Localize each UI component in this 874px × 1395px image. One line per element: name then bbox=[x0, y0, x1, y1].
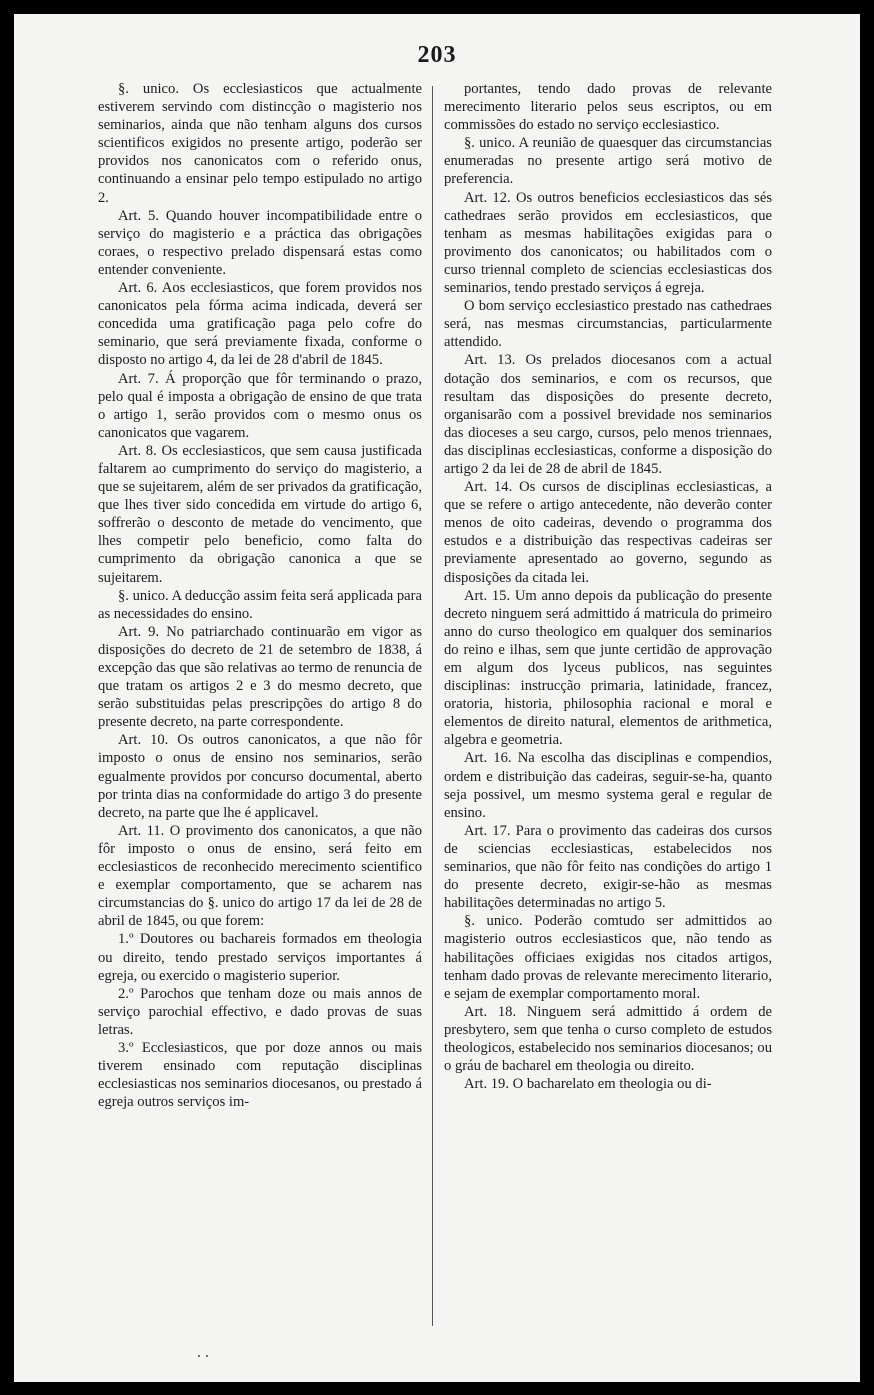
paragraph: Art. 9. No patriarchado continuarão em vigor as disposições do decreto de 21 de setembro de 1838, á excepção das que são relativas ao termo de renuncia de que tratam os artigos 2 e 3 do mesmo decreto, que serão substituidas pelas prescripções do artigo 8 do presente decreto, na parte correspondente. bbox=[98, 623, 422, 731]
paragraph: Art. 10. Os outros canonicatos, a que não fôr imposto o onus de ensino nos seminarios, serão egualmente providos por concurso documental, aberto por trinta dias na conformidade do artigo 3 do presente decreto, na parte que lhe é applicavel. bbox=[98, 732, 422, 821]
paragraph: Art. 14. Os cursos de disciplinas ecclesiasticas, a que se refere o artigo antecedente, não deverão conter menos de oito cadeiras, devendo o programma dos estudos e a distribuição das respectivas cadeiras ser previamente apresentado ao governo, segundo as disposições da citada lei. bbox=[444, 479, 772, 586]
paragraph: §. unico. A reunião de quaesquer das circumstancias enumeradas no presente artigo será motivo de preferencia. bbox=[444, 135, 772, 188]
footer-mark: . . bbox=[197, 1344, 209, 1361]
paragraph: 2.º Parochos que tenham doze ou mais annos de serviço parochial effectivo, e dado provas de suas letras. bbox=[98, 985, 422, 1038]
paragraph: O bom serviço ecclesiastico prestado nas cathedraes será, nas mesmas circumstancias, particularmente attendido. bbox=[444, 298, 772, 351]
paragraph: Art. 11. O provimento dos canonicatos, a que não fôr imposto o onus de ensino, será feito em ecclesiasticos de reconhecido merecimento scientifico e exemplar comportamento, que se acharem nas circumstancias do §. unico do artigo 17 da lei de 28 de abril de 1845, ou que forem: bbox=[98, 822, 422, 930]
column-divider bbox=[432, 86, 433, 1326]
paragraph: Art. 12. Os outros beneficios ecclesiasticos das sés cathedraes serão providos em ecclesiasticos, que tenham as mesmas habilitações exigidas para o provimento dos canonicatos; ou habilitados com o curso triennal completo de sciencias ecclesiasticas dos seminarios, tendo prestado serviços á egreja. bbox=[444, 189, 772, 297]
paragraph: Art. 19. O bacharelato em theologia ou di- bbox=[464, 1076, 712, 1093]
paragraph: 1.º Doutores ou bachareis formados em theologia ou direito, tendo prestado serviços importantes á egreja, ou exercido o magisterio superior. bbox=[98, 931, 422, 984]
document-page bbox=[14, 14, 860, 1382]
page-number: 203 bbox=[417, 42, 457, 68]
paragraph: Art. 16. Na escolha das disciplinas e compendios, ordem e distribuição das cadeiras, seguir-se-ha, quanto seja possivel, um mesmo systema geral e regular de ensino. bbox=[444, 750, 772, 821]
paragraph: Art. 8. Os ecclesiasticos, que sem causa justificada faltarem ao cumprimento do serviço do magisterio, a que se sujeitarem, além de ser privados da gratificação, que lhes tiver sido concedida em virtude do artigo 6, soffrerão o desconto de metade do vencimento, que lhes competir pelo beneficio, como falta do cumprimento da obrigação canonica a que se sujeitarem. bbox=[98, 442, 422, 586]
paragraph: §. unico. Os ecclesiasticos que actualmente estiverem servindo com distincção o magisterio nos seminarios, ainda que não tenham alguns dos cursos scientificos exigidos no presente artigo, poderão ser providos nos canonicatos com o referido onus, continuando a ensinar pelo tempo estipulado no artigo 2. bbox=[98, 81, 422, 206]
left-column bbox=[98, 80, 422, 1111]
paragraph: §. unico. Poderão comtudo ser admittidos ao magisterio outros ecclesiasticos que, não tendo as habilitações officiaes exigidas nos citados artigos, tenham dado provas de relevante merecimento literario, e sejam de exemplar comportamento moral. bbox=[444, 913, 772, 1002]
paragraph: Art. 18. Ninguem será admittido á ordem de presbytero, sem que tenha o curso completo de estudos theologicos, estabelecido nos seminarios diocesanos; ou o gráu de bacharel em theologia ou direito. bbox=[444, 1003, 772, 1075]
right-column bbox=[444, 80, 772, 1093]
paragraph: portantes, tendo dado provas de relevante merecimento literario pelos seus escriptos, ou em commissões do estado no serviço ecclesiastico. bbox=[444, 81, 772, 134]
paragraph: Art. 5. Quando houver incompatibilidade entre o serviço do magisterio e a práctica das obrigações coraes, o respectivo prelado dispensará estas como entender conveniente. bbox=[98, 207, 422, 278]
paragraph: Art. 15. Um anno depois da publicação do presente decreto ninguem será admittido á matricula do primeiro anno do curso theologico em qualquer dos seminarios do reino e ilhas, sem que junte certidão de approvação em algum dos lyceus publicos, nas seguintes disciplinas: instrucção primaria, latinidade, francez, oratoria, historia, philosophia racional e moral e elementos de direito natural, elementos de arithmetica, algebra e geometria. bbox=[444, 587, 772, 749]
paragraph: Art. 13. Os prelados diocesanos com a actual dotação dos seminarios, e com os recursos, que resultam das disposições do presente decreto, organisarão com a possivel brevidade nos seminarios das dioceses a seu cargo, cursos, pelo menos triennaes, das disciplinas ecclesiasticas, conforme a disposição do artigo 2 da lei de 28 de abril de 1845. bbox=[444, 352, 772, 477]
paragraph: Art. 17. Para o provimento das cadeiras dos cursos de sciencias ecclesiasticas, estabelecidos nos seminarios, que não fôr feito nas condições do artigo 1 do presente decreto, exigir-se-hão as mesmas habilitações determinadas no artigo 5. bbox=[444, 822, 772, 912]
paragraph: §. unico. A deducção assim feita será applicada para as necessidades do ensino. bbox=[98, 587, 422, 622]
paragraph: Art. 6. Aos ecclesiasticos, que forem providos nos canonicatos pela fórma acima indicada, deverá ser concedida uma gratificação paga pelo cofre do seminario, que será previamente fixada, conforme o disposto no artigo 4, da lei de 28 d'abril de 1845. bbox=[98, 280, 422, 369]
paragraph: 3.º Ecclesiasticos, que por doze annos ou mais tiverem ensinado com reputação disciplinas ecclesiasticas nos seminarios diocesanos, ou prestado á egreja outros serviços im- bbox=[98, 1039, 422, 1111]
paragraph: Art. 7. Á proporção que fôr terminando o prazo, pelo qual é imposta a obrigação de ensino de que trata o artigo 1, serão providos com o mesmo onus os canonicatos que vagarem. bbox=[98, 370, 422, 441]
